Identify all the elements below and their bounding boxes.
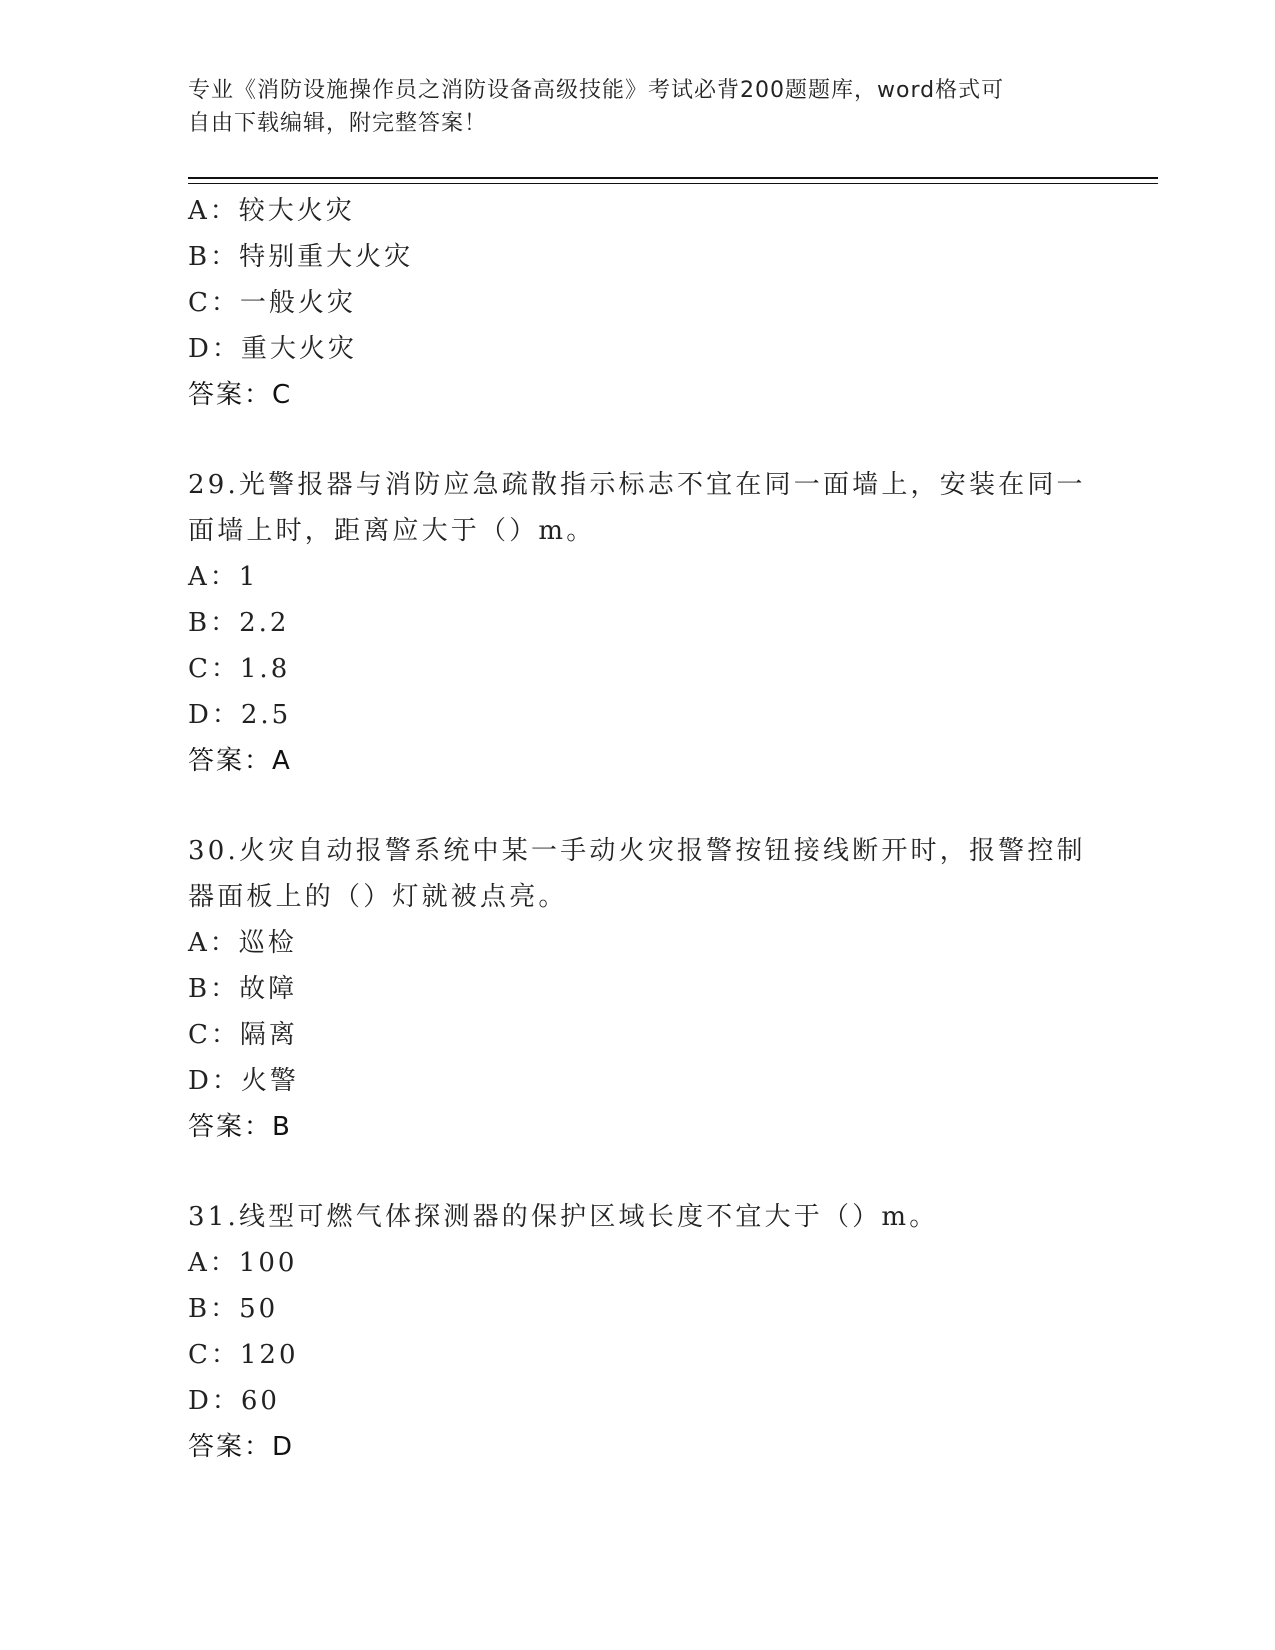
question-29 [188,462,1148,784]
question-list [188,188,1148,1470]
question-stem: 29.光警报器与消防应急疏散指示标志不宜在同一面墙上，安装在同一 [188,470,1086,500]
question-stem: 31.线型可燃气体探测器的保护区域长度不宜大于（）m。 [188,1202,939,1232]
answer-line: 答案：A [188,746,292,776]
header-line-2: 自由下载编辑，附完整答案！ [188,111,488,136]
header-line-1: 专业《消防设施操作员之消防设备高级技能》考试必背200题题库，word格式可 [188,78,1005,103]
option-c: C：隔离 [188,1020,298,1050]
question-stem: 器面板上的（）灯就被点亮。 [188,882,568,912]
answer-line: 答案：C [188,380,293,410]
question-28 [188,188,1148,418]
option-b: B：2.2 [188,608,290,638]
option-a: A：1 [188,562,259,592]
option-a: A：较大火灾 [188,196,355,226]
document-header [188,74,1068,140]
option-c: C：一般火灾 [188,288,356,318]
header-rule-thick [188,177,1158,179]
question-31 [188,1194,1148,1470]
option-d: D：重大火灾 [188,334,357,364]
option-b: B：故障 [188,974,298,1004]
option-c: C：1.8 [188,654,291,684]
option-a: A：巡检 [188,928,297,958]
question-stem: 面墙上时，距离应大于（）m。 [188,516,596,546]
option-d: D：60 [188,1386,280,1416]
option-b: B：特别重大火灾 [188,242,414,272]
option-b: B：50 [188,1294,279,1324]
answer-line: 答案：B [188,1112,292,1142]
option-a: A：100 [188,1248,298,1278]
option-d: D：火警 [188,1066,299,1096]
answer-line: 答案：D [188,1432,295,1462]
option-c: C：120 [188,1340,299,1370]
question-stem: 30.火灾自动报警系统中某一手动火灾报警按钮接线断开时，报警控制 [188,836,1086,866]
option-d: D：2.5 [188,700,292,730]
header-rule-thin [188,183,1158,184]
question-30 [188,828,1148,1150]
